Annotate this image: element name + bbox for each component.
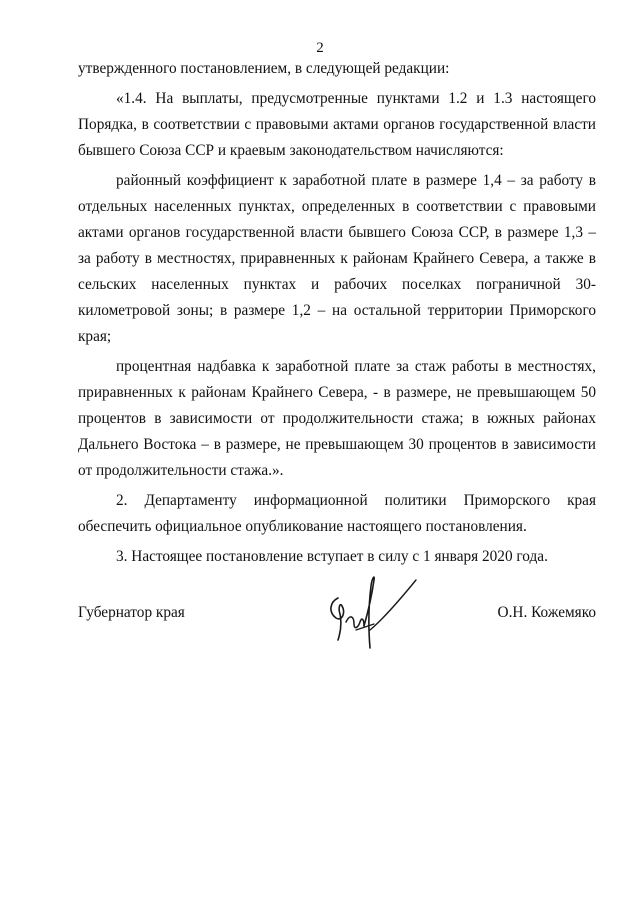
paragraph-regional-coefficient: районный коэффициент к заработной плате в размере 1,4 – за работу в отдельных населенных пунктах, определенных в соответствии с правовыми актами органов государственной власти бывшего Союза ССР, в размере 1,3 – за работу в местностях, приравненных к районам Крайнего Севера, а также в сельских населенных пунктах и рабочих поселках пограничной 30-километровой зоны; в размере 1,2 – на остальной территории Приморского края; [78,172,596,345]
paragraph-percentage-bonus: процентная надбавка к заработной плате за стаж работы в местностях, приравненных к районам Крайнего Севера, - в размере, не превышающем 50 процентов в зависимости от продолжительности стажа; в южных районах Дальнего Востока – в размере, не превышающем 30 процентов в зависимости от продолжительности стажа.». [78,358,596,479]
paragraph-item-3: 3. Настоящее постановление вступает в силу с 1 января 2020 года. [116,548,548,565]
paragraph-clause-1-4: «1.4. На выплаты, предусмотренные пунктами 1.2 и 1.3 настоящего Порядка, в соответствии с правовыми актами органов государственной власти бывшего Союза ССР и краевым законодательством начисляются: [78,90,596,159]
signature-block [78,568,596,658]
page-number: 2 [316,40,324,56]
paragraph-lead: утвержденного постановлением, в следующей редакции: [78,60,450,77]
document-body [78,56,596,570]
signatory-role: Губернатор края [78,604,185,621]
signatory-name: О.Н. Кожемяко [497,604,596,621]
paragraph-item-2: 2. Департаменту информационной политики Приморского края обеспечить официальное опубликование настоящего постановления. [78,492,596,535]
handwritten-signature [316,568,426,658]
